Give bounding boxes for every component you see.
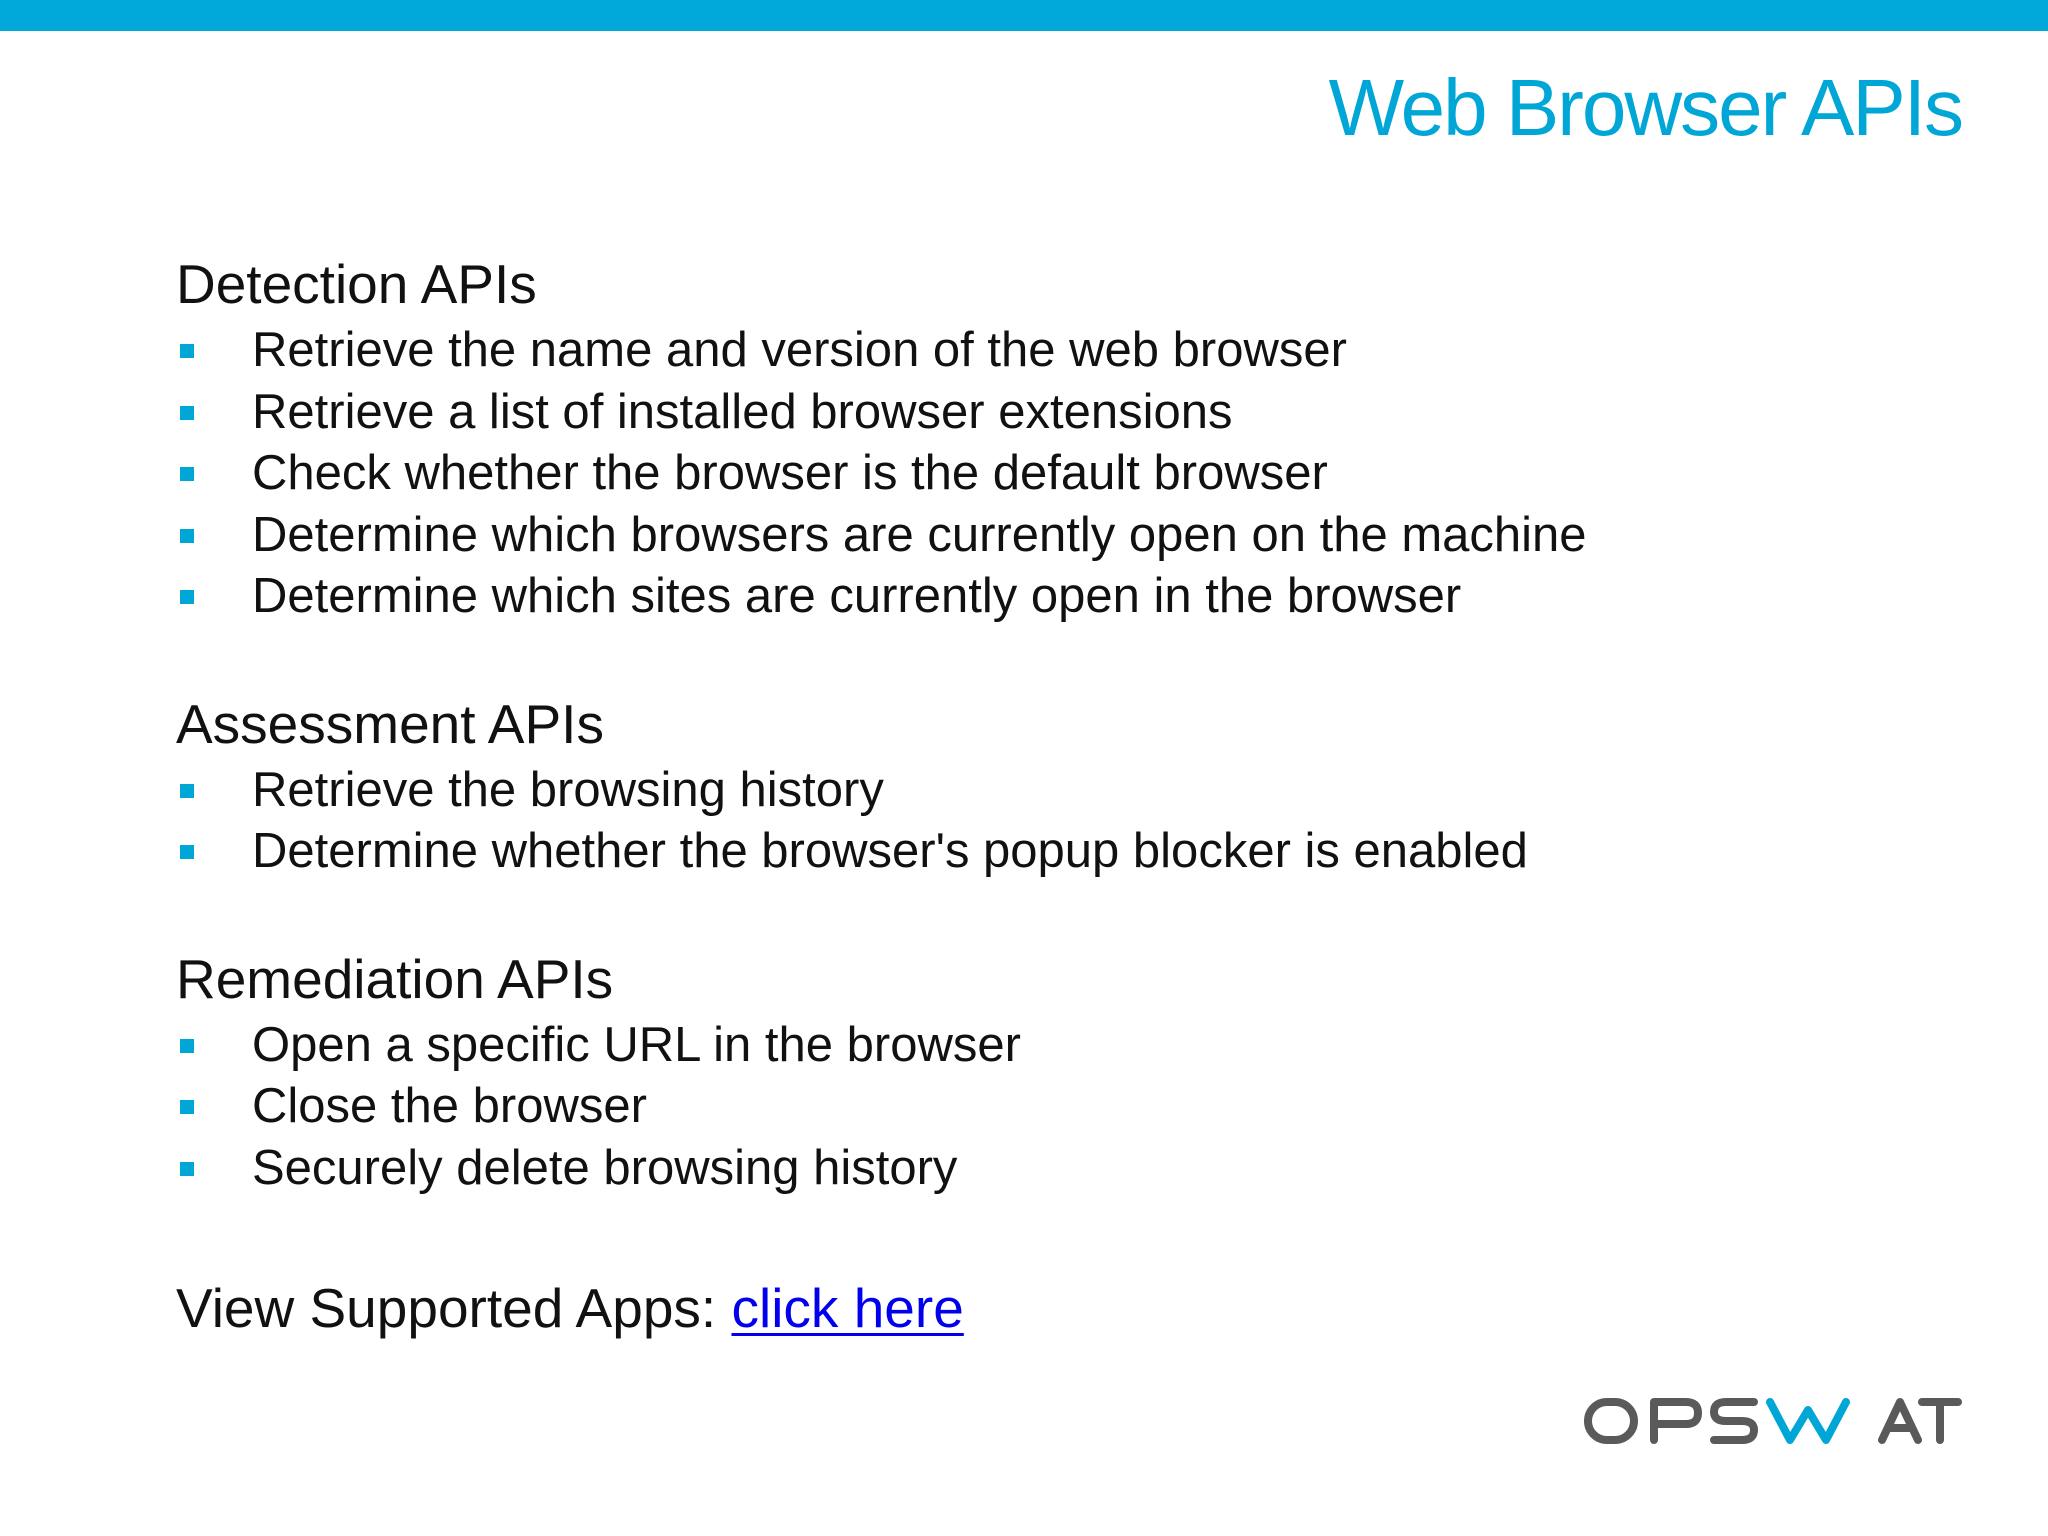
bullet-text: Close the browser [252,1079,647,1133]
square-bullet-icon [180,344,194,358]
square-bullet-icon [180,784,194,798]
square-bullet-icon [180,406,194,420]
bullet-text: Retrieve the name and version of the web browser [252,323,1347,377]
bullet-item [176,505,1976,567]
square-bullet-icon [180,590,194,604]
bullet-text: Retrieve a list of installed browser extensions [252,384,1233,439]
supported-apps-line [176,1272,964,1344]
slide-title: Web Browser APIs [1328,63,1962,152]
slide-content [176,248,1976,1259]
section-heading: Remediation APIs [176,947,614,1010]
bullet-item [176,821,1976,883]
click-here-link[interactable]: click here [731,1277,964,1339]
bullet-list [176,760,1976,883]
bullet-text: Open a specific URL in the browser [252,1017,1021,1072]
bullet-item [176,1015,1976,1077]
bullet-item [176,1138,1976,1200]
bullet-item [176,443,1976,505]
bullet-list [176,1015,1976,1200]
section-heading: Detection APIs [176,253,537,315]
bullet-item [176,566,1976,628]
section-assessment-apis [176,688,1976,883]
bullet-text: Check whether the browser is the default browser [252,446,1328,500]
bullet-text: Determine which sites are currently open in the browser [252,569,1462,623]
square-bullet-icon [180,529,194,543]
square-bullet-icon [180,467,194,481]
square-bullet-icon [180,1100,194,1114]
square-bullet-icon [180,1162,194,1176]
section-remediation-apis [176,943,1976,1200]
bullet-item [176,1076,1976,1138]
bullet-item [176,760,1976,822]
square-bullet-icon [180,1039,194,1053]
top-accent-bar [0,0,2048,31]
bullet-list [176,320,1976,628]
bullet-text: Retrieve the browsing history [252,762,884,817]
bullet-text: Securely delete browsing history [252,1140,958,1195]
opswat-logo [1582,1396,1962,1446]
square-bullet-icon [180,845,194,859]
section-heading: Assessment APIs [176,692,604,755]
bullet-item [176,382,1976,444]
bullet-text: Determine which browsers are currently open on the machine [252,507,1587,562]
section-detection-apis [176,248,1976,628]
bullet-text: Determine whether the browser's popup blocker is enabled [252,824,1528,878]
supported-apps-label: View Supported Apps: [176,1277,732,1339]
bullet-item [176,320,1976,382]
